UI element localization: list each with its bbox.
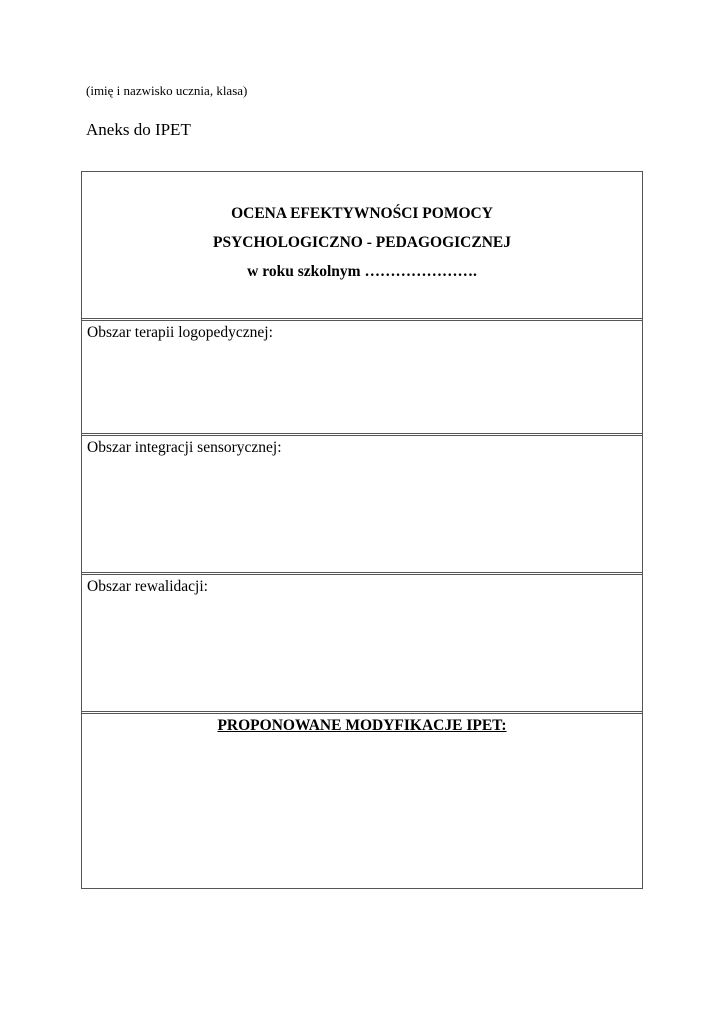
form-heading-school-year: w roku szkolnym …………………. (247, 263, 477, 280)
ipet-modifications-label: PROPONOWANE MODYFIKACJE IPET: (217, 717, 507, 734)
speech-therapy-section[interactable] (82, 318, 642, 433)
speech-therapy-label: Obszar terapii logopedycznej: (87, 324, 273, 341)
sensory-integration-label: Obszar integracji sensorycznej: (87, 439, 282, 456)
form-heading-cell (82, 172, 642, 318)
form-heading-line-2: PSYCHOLOGICZNO - PEDAGOGICZNEJ (213, 234, 511, 251)
revalidation-label: Obszar rewalidacji: (87, 578, 208, 595)
document-title: Aneks do IPET (86, 120, 191, 139)
assessment-form-table (81, 171, 643, 889)
ipet-modifications-section[interactable] (82, 711, 642, 888)
student-name-class-label: (imię i nazwisko ucznia, klasa) (86, 83, 248, 98)
sensory-integration-section[interactable] (82, 433, 642, 572)
revalidation-section[interactable] (82, 572, 642, 711)
form-heading-line-1: OCENA EFEKTYWNOŚCI POMOCY (231, 205, 493, 222)
